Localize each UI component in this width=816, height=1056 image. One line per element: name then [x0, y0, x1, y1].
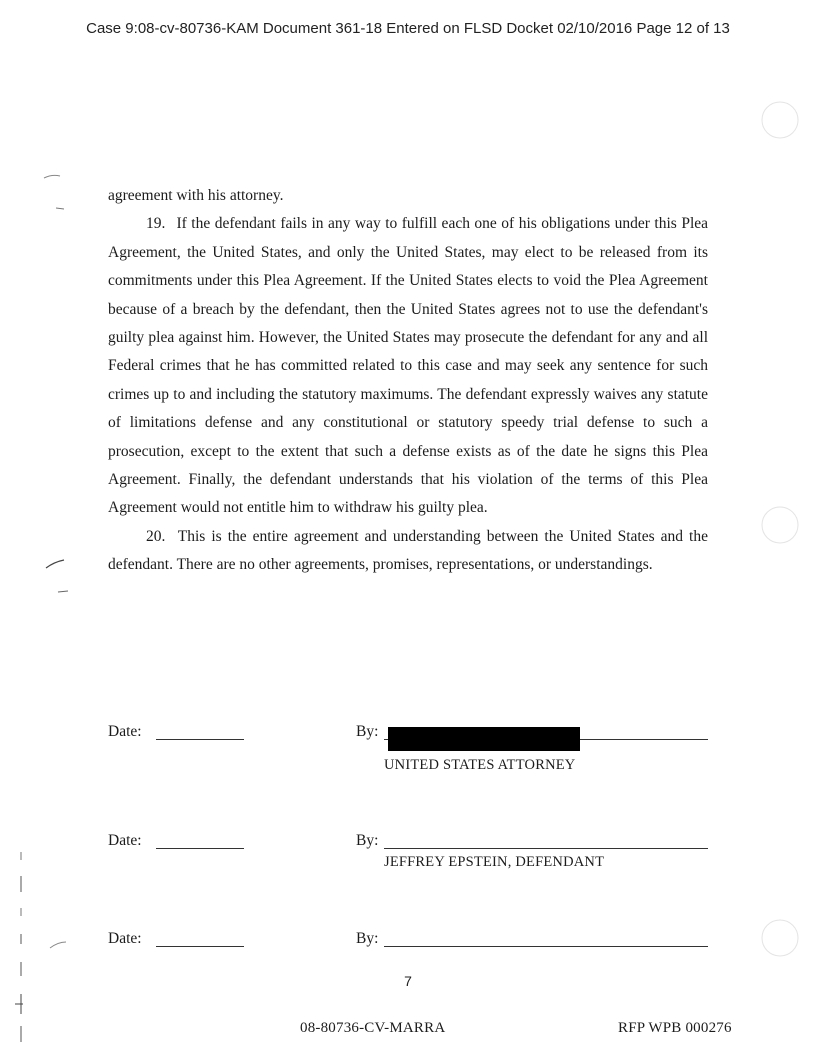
by-label: By: — [356, 832, 379, 849]
by-label: By: — [356, 723, 379, 740]
footer-case-number: 08-80736-CV-MARRA — [300, 1020, 446, 1036]
continuation-line: agreement with his attorney. — [108, 187, 284, 204]
signature-line — [384, 946, 708, 947]
signature-line — [384, 848, 708, 849]
signatory-name: UNITED STATES ATTORNEY — [384, 757, 576, 773]
paragraph-20 — [108, 523, 708, 580]
date-blank-line — [156, 739, 244, 740]
margin-mark — [44, 175, 60, 178]
date-label: Date: — [108, 832, 142, 849]
date-blank-line — [156, 946, 244, 947]
hole-punch-mark — [762, 102, 798, 138]
date-label: Date: — [108, 930, 142, 947]
by-label: By: — [356, 930, 379, 947]
paragraph-20-number: 20. — [146, 527, 166, 545]
footer-bates-number: RFP WPB 000276 — [618, 1020, 732, 1036]
paragraph-19-number: 19. — [146, 215, 166, 233]
date-label: Date: — [108, 723, 142, 740]
agreement-body — [108, 182, 708, 580]
ecf-header: Case 9:08-cv-80736-KAM Document 361-18 Entered on FLSD Docket 02/10/2016 Page 12 of 13 — [86, 20, 730, 37]
paragraph-20-text: This is the entire agreement and understanding between the United States and the defendant. There are no other agreements, promises, representations, or understandings. — [108, 527, 708, 574]
hole-punch-mark — [762, 507, 798, 543]
paragraph-19-text: If the defendant fails in any way to fulfill each one of his obligations under this Plea Agreement, the United States, and only the United States, may elect to be released from its commitments under this Plea Agreement. If the United States elects to void the Plea Agreement because of a breach by the defendant, then the United States agrees not to use the defendant's guilty plea against him. However, the United States may prosecute the defendant for any and all Federal crimes that he has committed related to this case and may seek any sentence for such crimes up to and including the statutory maximums. The defendant expressly waives any statute of limitations defense and any constitutional or statutory speedy trial defense to such a prosecution, except to the extent that such a defense exists as of the date he signs this Plea Agreement. Finally, the defendant understands that his violation of the terms of this Plea Agreement would not entitle him to withdraw his guilty plea. — [108, 215, 709, 517]
margin-mark — [58, 591, 68, 592]
hole-punch-mark — [762, 920, 798, 956]
margin-mark — [50, 942, 66, 948]
margin-mark — [56, 208, 64, 209]
paragraph-19 — [108, 210, 708, 522]
redaction-bar — [388, 727, 580, 751]
page-number: 7 — [404, 973, 412, 989]
margin-mark — [46, 560, 64, 568]
date-blank-line — [156, 848, 244, 849]
signatory-name: JEFFREY EPSTEIN, DEFENDANT — [384, 854, 605, 870]
